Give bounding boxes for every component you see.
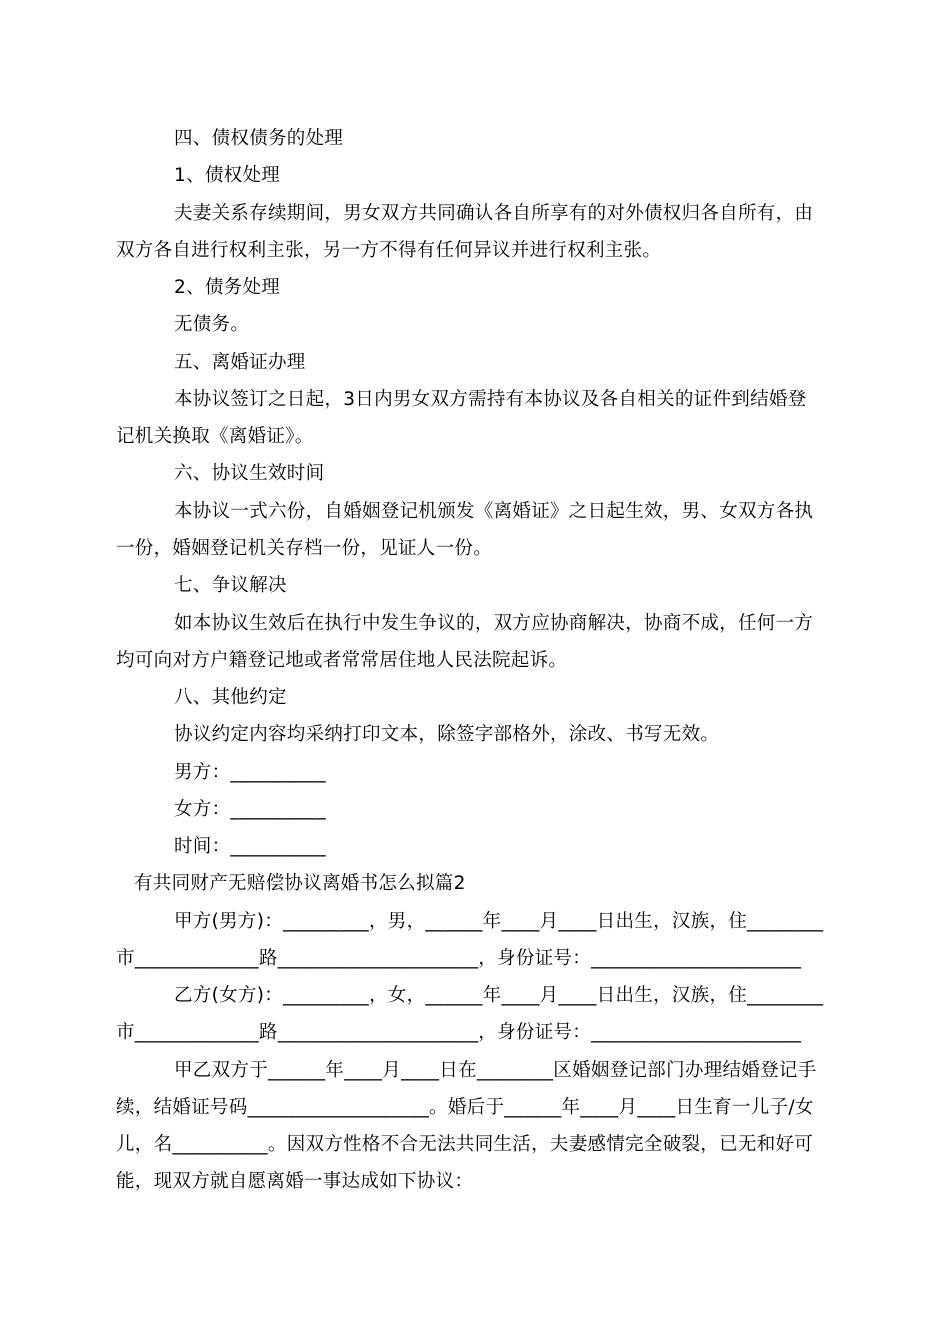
party-a-address-line: 市_____________路_____________________，身份证号：______________________ xyxy=(116,948,802,969)
party-a-line: 甲方(男方)：_________，男，______年____月____日出生，汉族，住________ xyxy=(174,911,824,932)
paragraph-line: 儿，名__________。因双方性格不合无法共同生活，夫妻感情完全破裂，已无和好可 xyxy=(116,1134,814,1155)
subheading-claims: 1、债权处理 xyxy=(174,165,281,186)
paragraph-line: 如本协议生效后在执行中发生争议的，双方应协商解决，协商不成，任何一方 xyxy=(174,613,814,634)
section-heading-disputes: 七、争议解决 xyxy=(174,575,287,596)
article-title: 有共同财产无赔偿协议离婚书怎么拟篇2 xyxy=(134,873,466,894)
signature-male: 男方：__________ xyxy=(174,762,326,783)
paragraph-line: 双方各自进行权利主张，另一方不得有任何异议并进行权利主张。 xyxy=(116,240,662,261)
paragraph-line: 无债务。 xyxy=(174,314,250,335)
paragraph-line: 记机关换取《离婚证》。 xyxy=(116,426,314,447)
section-heading-certificate: 五、离婚证办理 xyxy=(174,352,306,373)
paragraph-line: 均可向对方户籍登记地或者常常居住地人民法院起诉。 xyxy=(116,650,568,671)
section-heading-other: 八、其他约定 xyxy=(174,687,287,708)
paragraph-line: 夫妻关系存续期间，男女双方共同确认各自所享有的对外债权归各自所有，由 xyxy=(174,203,814,224)
section-heading-debts: 四、债权债务的处理 xyxy=(174,128,344,149)
signature-female: 女方：__________ xyxy=(174,799,326,820)
paragraph-line: 本协议签订之日起，3日内男女双方需持有本协议及各自相关的证件到结婚登 xyxy=(174,389,807,410)
party-b-line: 乙方(女方)：_________，女，______年____月____日出生，汉族，住________ xyxy=(174,985,824,1006)
paragraph-line: 协议约定内容均采纳打印文本，除签字部格外，涂改、书写无效。 xyxy=(174,724,720,745)
paragraph-line: 能，现双方就自愿离婚一事达成如下协议： xyxy=(116,1171,474,1192)
paragraph-line: 本协议一式六份，自婚姻登记机颁发《离婚证》之日起生效，男、女双方各执 xyxy=(174,501,814,522)
section-heading-effective: 六、协议生效时间 xyxy=(174,463,325,484)
subheading-debts: 2、债务处理 xyxy=(174,277,281,298)
signature-date: 时间：__________ xyxy=(174,836,326,857)
paragraph-line: 一份，婚姻登记机关存档一份，见证人一份。 xyxy=(116,538,493,559)
party-b-address-line: 市_____________路_____________________，身份证号：______________________ xyxy=(116,1022,802,1043)
paragraph-line: 甲乙双方于______年____月____日在________区婚姻登记部门办理结婚登记手 xyxy=(174,1060,817,1081)
paragraph-line: 续，结婚证号码___________________。婚后于______年____月____日生育一儿子/女 xyxy=(116,1097,814,1118)
